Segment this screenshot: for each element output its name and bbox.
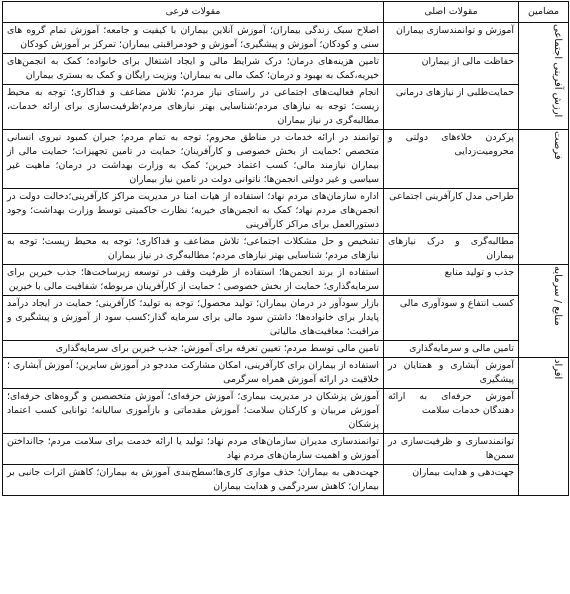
header-row [3,2,569,23]
categories-table [2,1,569,496]
theme-label: افراد [552,359,563,380]
header-sub-category: مقولات فرعی [3,2,384,23]
main-category-cell: مطالبه‌گری و درک نیازهای بیماران [384,234,519,265]
main-category-cell: آموزش آبشاری و همتایان در پیشگیری [384,358,519,389]
sub-category-cell: بازار سودآور در درمان بیماران؛ تولید محصول؛ توجه به تولید؛ کارآفرینی؛ حمایت در ایجاد درآمد پایدار برای خانواده‌ها؛ داشتن سود مالی برای سرمایه گذار؛کسب سود از آموزش و پیشگیری و مراقبت؛ معافیت‌های مالیاتی [3,296,384,341]
sub-category-cell: تامین مالی توسط مردم؛ تعیین تعرفه برای آموزش؛ جذب خیرین برای سرمایه‌گذاری [3,341,384,358]
table-row [3,434,569,465]
theme-label: ارزش آفرینی اجتماعی [552,24,563,118]
table-row [3,389,569,434]
sub-category-cell: جهت‌دهی به بیماران؛ حذف موازی کاری‌ها؛سطح‌بندی آموزش به بیماران؛ کاهش اثرات جانبی بر بیماران؛ کاهش سردرگمی و هدایت بیماران [3,465,384,496]
table-row [3,465,569,496]
sub-category-cell: اداره سازمان‌های مردم نهاد؛ استفاده از هیات امنا در مدیریت مراکز کارآفرینی؛دخالت دولت در انجمن‌های مردم نهاد؛ کمک به انجمن‌های خیریه؛ نظارت حاکمیتی توسط وزارت بهداشت؛ وجود دستورالعمل برای مراکز کارآفرینی [3,189,384,234]
sub-category-cell: توانمند در ارائه خدمات در مناطق محروم؛ توجه به تمام مردم؛ جبران کمبود نیروی انسانی متخصص ؛حمایت از بخش خصوصی و کارآفرینان؛ حمایت در تامین تجهیزات؛ حمایت مالی از بیماران نیازمند مالی؛ کسب اعتماد خیرین؛ کمک به وزارت بهداشت در درمان؛ ماهیت غیر سیاسی و غیر دولتی انجمن‌ها؛ ناتوانی دولت در تامین نیاز بیماران [3,130,384,189]
table-row [3,189,569,234]
table-row [3,265,569,296]
table-row [3,23,569,54]
main-category-cell: آموزش و توانمندسازی بیماران [384,23,519,54]
theme-cell [519,265,569,358]
sub-category-cell: توانمندسازی مدیران سازمان‌های مردم نهاد؛ تولید یا ارائه خدمت برای سلامت مردم؛ جاانداختن آموزش و اهمیت سازمان‌های مردم نهاد [3,434,384,465]
sub-category-cell: انجام فعالیت‌های اجتماعی در راستای نیاز مردم؛ تلاش مضاعف و فداکاری؛ توجه به محیط زیست؛ توجه به نیازهای مردم؛شناسایی بهتر نیازهای مردم؛ظرفیت‌سازی برای ارائه خدمات، مطالبه‌گری در نیاز بیماران [3,85,384,130]
main-category-cell: پرکردن خلاءهای دولتی و محرومیت‌زدایی [384,130,519,189]
sub-category-cell: آموزش پزشکان در مدیریت بیماری؛ آموزش حرفه‌ای؛ آموزش متخصصین و گروه‌های حرفه‌ای؛ آموزش مربیان و کارکنان سلامت؛ آموزش مقدماتی و بازآموزی سالیانه؛ توانایی کسب اعتماد پزشکان [3,389,384,434]
header-main-category: مقولات اصلی [384,2,519,23]
main-category-cell: آموزش حرفه‌ای به ارائه دهندگان خدمات سلامت [384,389,519,434]
table-row [3,234,569,265]
sub-category-cell: تامین هزینه‌های درمان؛ درک شرایط مالی و ایجاد اشتغال برای خانواده؛ کمک به انجمن‌های خیریه،کمک به بهبود و درمان؛ کمک مالی به بیماران؛ ویزیت رایگان و کمک به بستری بیماران [3,54,384,85]
theme-cell [519,23,569,130]
sub-category-cell: استفاده از بیماران برای کارآفرینی، امکان مشارکت مددجو در آموزش سایرین؛ آموزش آبشاری ؛ خلاقیت در ارائه آموزش همراه سرگرمی [3,358,384,389]
theme-cell [519,130,569,265]
main-category-cell: کسب انتفاع و سودآوری مالی [384,296,519,341]
header-theme: مضامین [519,2,569,23]
main-category-cell: جهت‌دهی و هدایت بیماران [384,465,519,496]
main-category-cell: تامین مالی و سرمایه‌گذاری [384,341,519,358]
theme-cell [519,358,569,496]
table-row [3,54,569,85]
sub-category-cell: اصلاح سبک زندگی بیماران؛ آموزش آنلاین بیماران با کیفیت و جامعه؛ آموزش تمام گروه های سنی و کودکان؛ آموزش و پیشگیری؛ آموزش و خودمراقبتی بیماران؛ تمرکز بر آموزش کودکان [3,23,384,54]
theme-label: منابع / سرمایه [552,266,563,326]
table-row [3,358,569,389]
table-row [3,341,569,358]
sub-category-cell: تشخیص و حل مشکلات اجتماعی؛ تلاش مضاعف و فداکاری؛ توجه به محیط زیست؛ توجه به نیازهای مردم؛ شناسایی بهتر نیازهای مردم؛ مطالبه‌گری در نیاز بیماران [3,234,384,265]
main-category-cell: طراحی مدل کارآفرینی اجتماعی [384,189,519,234]
table-row [3,296,569,341]
main-category-cell: حمایت‌طلبی از نیازهای درمانی [384,85,519,130]
main-category-cell: حفاظت مالی از بیماران [384,54,519,85]
main-category-cell: توانمندسازی و ظرفیت‌سازی در سمن‌ها [384,434,519,465]
table-row [3,130,569,189]
theme-label: فرصت [552,131,563,160]
main-category-cell: جذب و تولید منابع [384,265,519,296]
sub-category-cell: استفاده از برند انجمن‌ها؛ استفاده از ظرفیت وقف در توسعه زیرساخت‌ها؛ جذب خیرین برای سرمایه‌گذاری؛ حمایت از بخش خصوصی ؛ حمایت از کارآفرینان مربوطه؛ شفافیت مالی با خیرین [3,265,384,296]
table-row [3,85,569,130]
